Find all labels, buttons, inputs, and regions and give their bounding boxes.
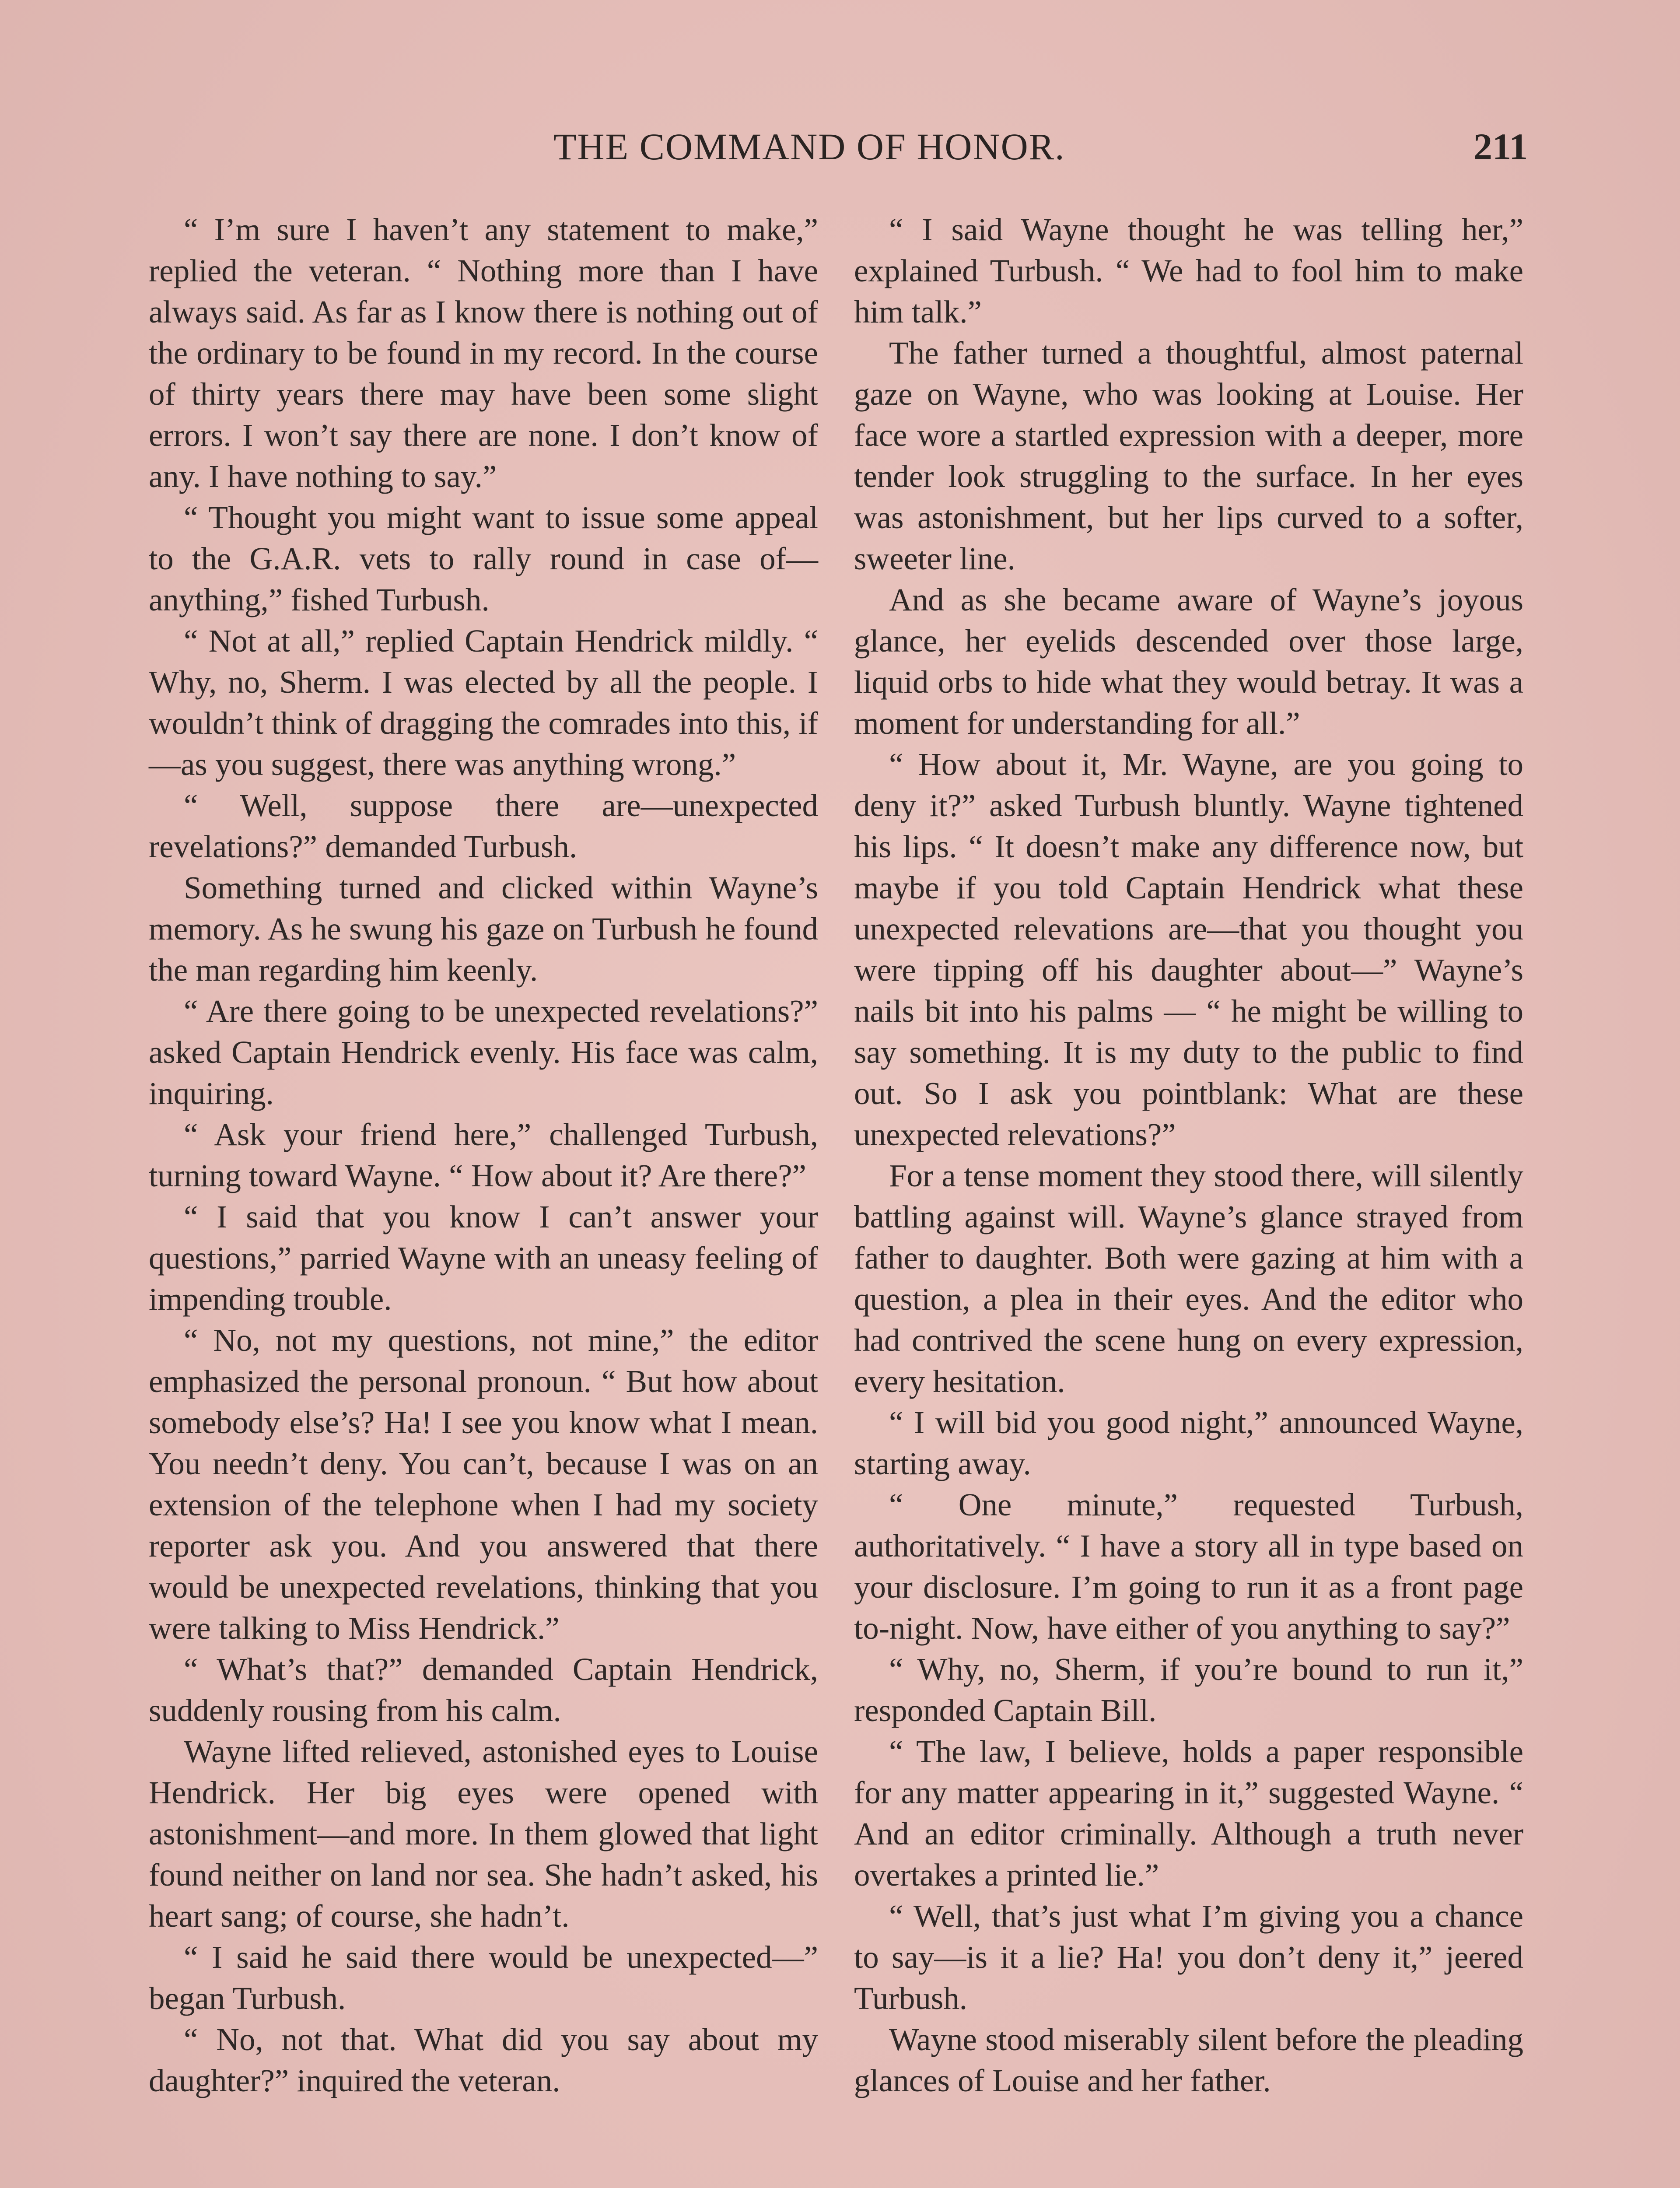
paragraph: “ What’s that?” demanded Captain Hendrick, suddenly rousing from his calm. <box>149 1652 818 1728</box>
paragraph: “ Are there going to be unexpected revelations?” asked Captain Hendrick evenly. His face was calm, inquiring. <box>149 993 818 1111</box>
paragraph: Wayne stood miserably silent before the pleading glances of Louise and her father. <box>854 2022 1523 2098</box>
paragraph: And as she became aware of Wayne’s joyous glance, her eyelids descended over those large, liquid orbs to hide what they would betray. It was a moment for understanding for all.” <box>854 582 1523 741</box>
paragraph: “ The law, I believe, holds a paper responsible for any matter appearing in it,” suggested Wayne. “ And an editor criminally. Although a truth never overtakes a printed lie.” <box>854 1734 1523 1893</box>
paragraph: “ I said Wayne thought he was telling her,” explained Turbush. “ We had to fool him to make him talk.” <box>854 212 1523 330</box>
paragraph: Wayne lifted relieved, astonished eyes to Louise Hendrick. Her big eyes were opened with astonishment—and more. In them glowed that light found neither on land nor sea. She hadn’t asked, his heart sang; of course, she hadn’t. <box>149 1734 818 1934</box>
paragraph: “ One minute,” requested Turbush, authoritatively. “ I have a story all in type based on your disclosure. I’m going to run it as a front page to-night. Now, have either of you anything to say?” <box>854 1487 1523 1646</box>
page-number: 211 <box>1474 126 1528 168</box>
paragraph: The father turned a thoughtful, almost paternal gaze on Wayne, who was looking at Louise. Her face wore a startled expression with a deeper, more tender look struggling to the surface. In her eyes was astonishment, but her lips curved to a softer, sweeter line. <box>854 335 1523 576</box>
paragraph: “ Thought you might want to issue some appeal to the G.A.R. vets to rally round in case of—anything,” fished Turbush. <box>149 500 818 617</box>
paragraph: “ Not at all,” replied Captain Hendrick mildly. “ Why, no, Sherm. I was elected by all the people. I wouldn’t think of dragging the comrades into this, if—as you suggest, there was anything wrong.” <box>149 623 818 782</box>
left-column <box>149 209 818 2101</box>
paragraph: For a tense moment they stood there, will silently battling against will. Wayne’s glance strayed from father to daughter. Both were gazing at him with a question, a plea in their eyes. And the editor who had contrived the scene hung on every expression, every hesitation. <box>854 1158 1523 1399</box>
paragraph: “ I said that you know I can’t answer your questions,” parried Wayne with an uneasy feeling of impending trouble. <box>149 1199 818 1317</box>
paragraph: “ Why, no, Sherm, if you’re bound to run it,” responded Captain Bill. <box>854 1652 1523 1728</box>
paragraph: “ No, not that. What did you say about my daughter?” inquired the veteran. <box>149 2022 818 2098</box>
paragraph: “ Well, suppose there are—unexpected revelations?” demanded Turbush. <box>149 788 818 864</box>
right-column <box>854 209 1523 2101</box>
paragraph: “ Well, that’s just what I’m giving you a chance to say—is it a lie? Ha! you don’t deny it,” jeered Turbush. <box>854 1898 1523 2016</box>
paragraph: “ No, not my questions, not mine,” the editor emphasized the personal pronoun. “ But how about somebody else’s? Ha! I see you know what I mean. You needn’t deny. You can’t, because I was on an extension of the telephone when I had my society reporter ask you. And you answered that there would be unexpected revelations, thinking that you were talking to Miss Hendrick.” <box>149 1322 818 1646</box>
paragraph: Something turned and clicked within Wayne’s memory. As he swung his gaze on Turbush he found the man regarding him keenly. <box>149 870 818 988</box>
paragraph: “ I said he said there would be unexpected—” began Turbush. <box>149 1939 818 2016</box>
running-header: THE COMMAND OF HONOR. <box>553 126 1065 168</box>
paragraph: “ I will bid you good night,” announced Wayne, starting away. <box>854 1405 1523 1481</box>
paragraph: “ Ask your friend here,” challenged Turbush, turning toward Wayne. “ How about it? Are there?” <box>149 1117 818 1193</box>
paragraph: “ How about it, Mr. Wayne, are you going to deny it?” asked Turbush bluntly. Wayne tightened his lips. “ It doesn’t make any difference now, but maybe if you told Captain Hendrick what these unexpected relevations are—that you thought you were tipping off his daughter about—” Wayne’s nails bit into his palms — “ he might be willing to say something. It is my duty to the public to find out. So I ask you pointblank: What are these unexpected relevations?” <box>854 747 1523 1152</box>
paragraph: “ I’m sure I haven’t any statement to make,” replied the veteran. “ Nothing more than I have always said. As far as I know there is nothing out of the ordinary to be found in my record. In the course of thirty years there may have been some slight errors. I won’t say there are none. I don’t know of any. I have nothing to say.” <box>149 212 818 494</box>
